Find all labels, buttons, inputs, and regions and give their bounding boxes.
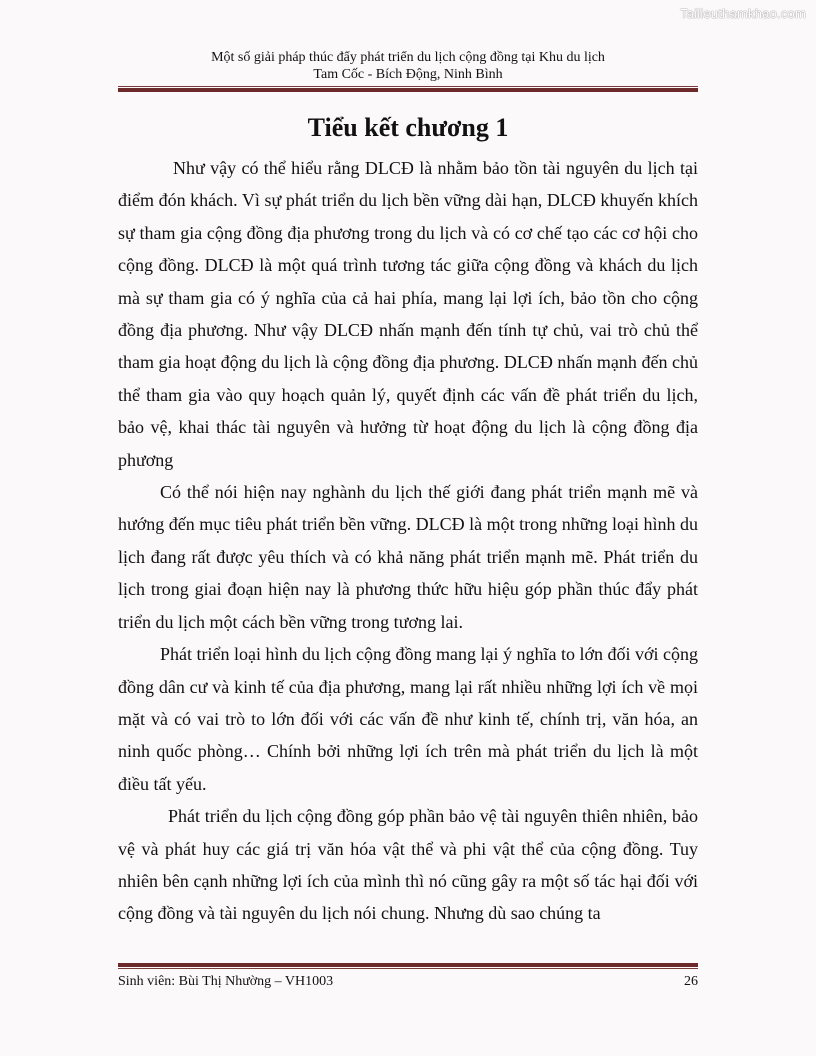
paragraph-3: Phát triển loại hình du lịch cộng đồng mang lại ý nghĩa to lớn đối với cộng đồng dân cư và kinh tế của địa phương, mang lại rất nhiều những lợi ích về mọi mặt và có vai trò to lớn đối với các vấn đề như kinh tế, chính trị, văn hóa, an ninh quốc phòng… Chính bởi những lợi ích trên mà phát triển du lịch là một điều tất yếu. <box>118 644 698 794</box>
footer-rule <box>118 963 698 969</box>
header-rule-thick <box>118 88 698 92</box>
watermark: Tailieuthamkhao.com <box>680 6 806 21</box>
running-header <box>118 49 698 83</box>
section-title: Tiểu kết chương 1 <box>307 113 509 142</box>
page-number: 26 <box>684 974 698 989</box>
footer-student: Sinh viên: Bùi Thị Nhường – VH1003 <box>118 974 334 989</box>
footer-rule-thin <box>118 968 698 969</box>
header-line-2: Tam Cốc - Bích Động, Ninh Bình <box>313 67 503 82</box>
header-rule <box>118 86 698 92</box>
paragraph-2: Có thể nói hiện nay nghành du lịch thế giới đang phát triển mạnh mẽ và hướng đến mục tiêu phát triển bền vững. DLCĐ là một trong những loại hình du lịch đang rất được yêu thích và có khả năng phát triển mạnh mẽ. Phát triển du lịch trong giai đoạn hiện nay là phương thức hữu hiệu góp phần thúc đẩy phát triển du lịch một cách bền vững trong tương lai. <box>118 482 698 632</box>
paragraph-4: Phát triển du lịch cộng đồng góp phần bảo vệ tài nguyên thiên nhiên, bảo vệ và phát huy các giá trị văn hóa vật thể và phi vật thể của cộng đồng. Tuy nhiên bên cạnh những lợi ích của mình thì nó cũng gây ra một số tác hại đối với cộng đồng và tài nguyên du lịch nói chung. Nhưng dù sao chúng ta <box>118 806 698 924</box>
body-text <box>118 152 698 930</box>
running-footer <box>118 973 698 991</box>
header-line-1: Một số giải pháp thúc đẩy phát triển du lịch cộng đồng tại Khu du lịch <box>211 50 605 65</box>
paragraph-1: Như vậy có thể hiểu rằng DLCĐ là nhằm bảo tồn tài nguyên du lịch tại điểm đón khách. Vì sự phát triển du lịch bền vững dài hạn, DLCĐ khuyến khích sự tham gia cộng đồng địa phương trong du lịch và có cơ chế tạo các cơ hội cho cộng đồng. DLCĐ là một quá trình tương tác giữa cộng đồng và khách du lịch mà sự tham gia có ý nghĩa của cả hai phía, mang lại lợi ích, bảo tồn cho cộng đồng địa phương. Như vậy DLCĐ nhấn mạnh đến tính tự chủ, vai trò chủ thể tham gia hoạt động du lịch là cộng đồng địa phương. DLCĐ nhấn mạnh đến chủ thể tham gia vào quy hoạch quản lý, quyết định các vấn đề phát triển du lịch, bảo vệ, khai thác tài nguyên và hưởng từ hoạt động du lịch là cộng đồng địa phương <box>118 158 698 470</box>
